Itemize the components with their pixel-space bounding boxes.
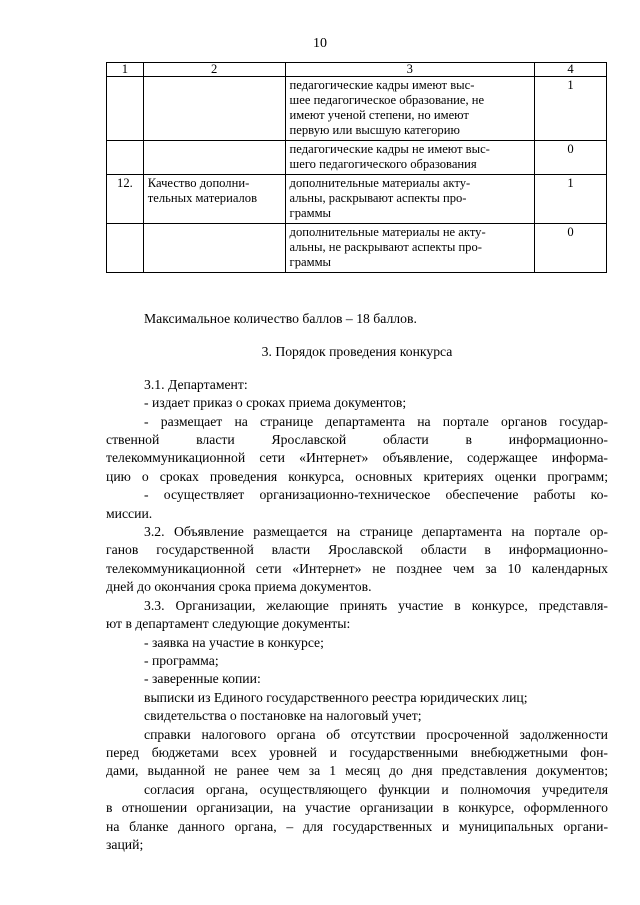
score-cell: 1 — [534, 175, 606, 224]
criterion-cell — [143, 175, 285, 224]
row-number — [107, 77, 144, 141]
description-line: первую или высшую категорию — [289, 123, 460, 137]
score-cell: 0 — [534, 224, 606, 273]
description-line: педагогические кадры имеют выс- — [289, 78, 475, 92]
description-line: шее педагогическое образование, не — [289, 93, 485, 107]
paragraph-line: на бланке данного органа, – для государственных и муниципальных органи- — [106, 818, 608, 834]
paragraph-line: перед бюджетами всех уровней и государственными внебюджетными фон- — [106, 744, 608, 760]
paragraph-line: справки налогового органа об отсутствии просроченной задолженности — [144, 726, 608, 742]
score-cell: 1 — [534, 77, 606, 141]
paragraph-line: 3.3. Организации, желающие принять участие в конкурсе, представля- — [144, 597, 608, 613]
paragraph-line: дней до окончания срока приема документов. — [106, 579, 372, 595]
description-line: шего педагогического образования — [289, 157, 477, 171]
document-body — [106, 310, 608, 854]
paragraph-line: телекоммуникационной сети «Интернет» объявление, содержащее информа- — [106, 450, 608, 466]
description-line: имеют ученой степени, но имеют — [289, 108, 469, 122]
criterion-line: Качество дополни- — [147, 176, 250, 190]
paragraph-line: телекоммуникационной сети «Интернет» не позднее чем за 10 календарных — [106, 560, 608, 576]
paragraph-line: - заверенные копии: — [144, 671, 261, 687]
paragraph-line: цию о сроках проведения конкурса, основных критериях оценки программ; — [106, 468, 608, 484]
table-row — [107, 224, 607, 273]
paragraph-line: выписки из Единого государственного реестра юридических лиц; — [144, 689, 528, 705]
row-number: 12. — [107, 175, 144, 224]
description-line: граммы — [289, 206, 331, 220]
description-line: альны, раскрывают аспекты про- — [289, 191, 467, 205]
description-line: дополнительные материалы акту- — [289, 176, 471, 190]
paragraph-line: - программа; — [144, 652, 219, 668]
criterion-cell — [143, 77, 285, 141]
header-cell: 3 — [285, 63, 534, 77]
paragraph-line: в отношении организации, на участие организации в конкурсе, оформленного — [106, 800, 608, 816]
criterion-line: тельных материалов — [147, 191, 258, 205]
description-cell — [285, 175, 534, 224]
description-line: дополнительные материалы не акту- — [289, 225, 486, 239]
row-number — [107, 224, 144, 273]
table-row — [107, 175, 607, 224]
paragraph-line: заций; — [106, 836, 144, 852]
paragraph-line: ганов государственной власти Ярославской области в информационно- — [106, 542, 608, 558]
criteria-table — [106, 62, 607, 273]
score-cell: 0 — [534, 141, 606, 175]
criterion-cell — [143, 224, 285, 273]
page-number: 10 — [313, 36, 327, 51]
paragraph-line: 3.2. Объявление размещается на странице департамента на портале ор- — [144, 524, 608, 540]
header-cell: 2 — [143, 63, 285, 77]
criterion-cell — [143, 141, 285, 175]
section-title: 3. Порядок проведения конкурса — [261, 344, 453, 360]
description-line: педагогические кадры не имеют выс- — [289, 142, 490, 156]
paragraph-line: ственной власти Ярославской области в информационно- — [106, 432, 608, 448]
paragraph-line: ют в департамент следующие документы: — [106, 616, 351, 632]
paragraph-line: - размещает на странице департамента на портале органов государ- — [144, 413, 608, 429]
paragraph-line: 3.1. Департамент: — [144, 376, 248, 392]
row-number — [107, 141, 144, 175]
paragraph-line: - заявка на участие в конкурсе; — [144, 634, 324, 650]
table-header-row — [107, 63, 607, 77]
table-row — [107, 77, 607, 141]
description-line: граммы — [289, 255, 331, 269]
description-line: альны, не раскрывают аспекты про- — [289, 240, 482, 254]
paragraph-line: миссии. — [106, 505, 153, 521]
max-score-line: Максимальное количество баллов – 18 баллов. — [144, 311, 417, 326]
table-row — [107, 141, 607, 175]
description-cell — [285, 77, 534, 141]
description-cell — [285, 141, 534, 175]
description-cell — [285, 224, 534, 273]
paragraph-line: - осуществляет организационно-техническое обеспечение работы ко- — [144, 487, 608, 503]
header-cell: 1 — [107, 63, 144, 77]
header-cell: 4 — [534, 63, 606, 77]
paragraph-line: - издает приказ о сроках приема документов; — [144, 395, 407, 411]
paragraph-line: согласия органа, осуществляющего функции и полномочия учредителя — [144, 781, 608, 797]
paragraph-line: свидетельства о постановке на налоговый учет; — [144, 708, 422, 724]
paragraph-line: дами, выданной не ранее чем за 1 месяц до дня представления документов; — [106, 763, 608, 779]
